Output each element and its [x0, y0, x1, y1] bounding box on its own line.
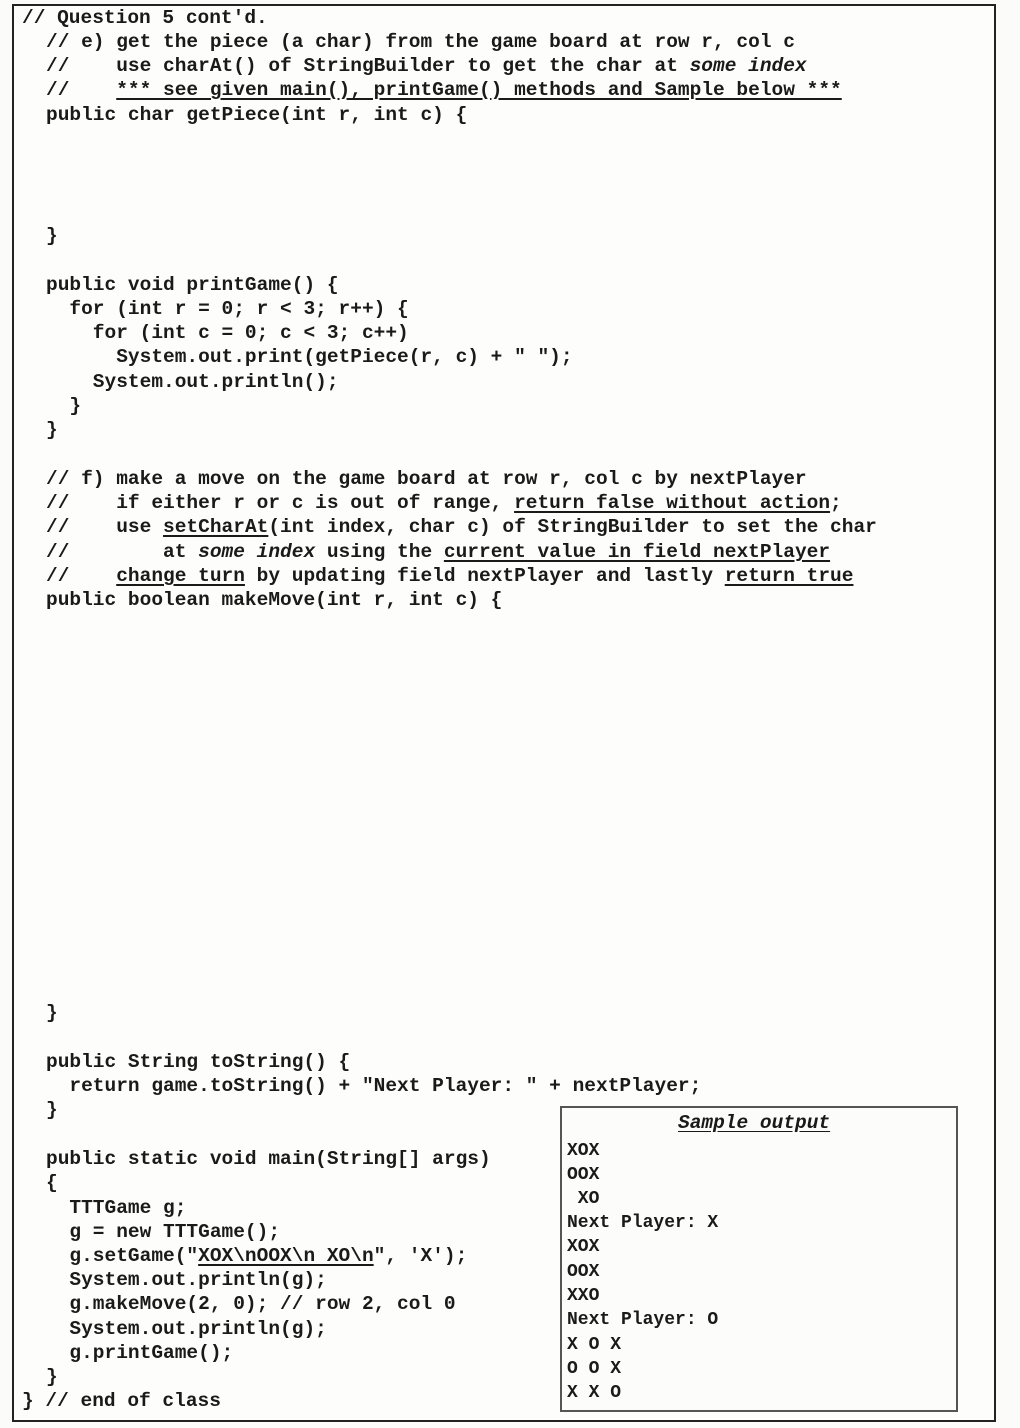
sample-output-line: X X O	[567, 1383, 622, 1403]
end-of-class: } // end of class	[22, 1390, 221, 1412]
main-line-1: public static void main(String[] args)	[46, 1148, 491, 1170]
main-line-3: TTTGame g;	[46, 1197, 187, 1219]
part-f-comment-2	[46, 491, 842, 515]
part-f-comment-3	[46, 515, 877, 539]
comment-text: // use charAt() of StringBuilder to get the char at	[46, 55, 690, 77]
comment-text: ;	[830, 492, 842, 514]
comment-text: // use	[46, 516, 164, 538]
underlined-note: *** see given main(), printGame() methods and Sample below ***	[116, 79, 842, 101]
sample-output-line: X O X	[567, 1335, 622, 1355]
sample-output-line: O O X	[567, 1359, 622, 1379]
sample-output-line: Next Player: X	[567, 1213, 719, 1233]
main-line-9: g.printGame();	[46, 1342, 234, 1364]
part-f-comment-5	[46, 564, 853, 588]
printgame-line-3: for (int c = 0; c < 3; c++)	[46, 322, 409, 344]
underlined-text: return true	[724, 565, 854, 587]
comment-text: // if either r or c is out of range,	[46, 492, 515, 514]
sample-output-line: OOX	[567, 1262, 600, 1282]
comment-text: //	[46, 565, 117, 587]
underlined-text: setCharAt	[163, 516, 269, 538]
tostring-line-2: return game.toString() + "Next Player: " + nextPlayer;	[46, 1075, 702, 1097]
code-text: g.setGame("	[46, 1245, 199, 1267]
comment-text: by updating field nextPlayer and lastly	[244, 565, 725, 587]
main-line-4: g = new TTTGame();	[46, 1221, 281, 1243]
part-e-comment-1: // e) get the piece (a char) from the game board at row r, col c	[46, 31, 795, 53]
main-line-10: }	[46, 1366, 58, 1388]
question-header: // Question 5 cont'd.	[22, 7, 268, 29]
italic-text: some index	[198, 541, 316, 563]
code-text: ", 'X');	[373, 1245, 468, 1267]
underlined-text: XOX\nOOX\n XO\n	[198, 1245, 374, 1267]
getpiece-signature: public char getPiece(int r, int c) {	[46, 104, 468, 126]
main-line-8: System.out.println(g);	[46, 1318, 327, 1340]
getpiece-close-brace: }	[46, 225, 58, 247]
part-e-comment-2	[46, 54, 807, 78]
comment-text: using the	[315, 541, 444, 563]
underlined-text: change turn	[116, 565, 245, 587]
makemove-signature: public boolean makeMove(int r, int c) {	[46, 589, 503, 611]
part-e-comment-3	[46, 78, 842, 102]
sample-output-line: XOX	[567, 1141, 600, 1161]
tostring-line-3: }	[46, 1099, 58, 1121]
printgame-line-2: for (int r = 0; r < 3; r++) {	[46, 298, 409, 320]
sample-output-line: Next Player: O	[567, 1310, 719, 1330]
printgame-line-7: }	[46, 419, 58, 441]
comment-text: (int index, char c) of StringBuilder to set the char	[268, 516, 877, 538]
part-f-comment-4	[46, 540, 830, 564]
italic-text: some index	[689, 55, 807, 77]
printgame-line-5: System.out.println();	[46, 371, 339, 393]
sample-output-line: XXO	[567, 1286, 600, 1306]
sample-output-title: Sample output	[678, 1112, 831, 1134]
main-line-6: System.out.println(g);	[46, 1269, 327, 1291]
sample-output-line: XOX	[567, 1237, 600, 1257]
printgame-line-1: public void printGame() {	[46, 274, 339, 296]
printgame-line-6: }	[46, 395, 82, 417]
part-f-comment-1: // f) make a move on the game board at row r, col c by nextPlayer	[46, 468, 807, 490]
printgame-line-4: System.out.print(getPiece(r, c) + " ");	[46, 346, 573, 368]
underlined-text: return false without action	[514, 492, 831, 514]
tostring-line-1: public String toString() {	[46, 1051, 351, 1073]
sample-output-line: XO	[567, 1189, 600, 1209]
underlined-text: current value in field nextPlayer	[443, 541, 831, 563]
comment-text: // at	[46, 541, 199, 563]
makemove-close-brace: }	[46, 1002, 58, 1024]
main-line-2: {	[46, 1172, 58, 1194]
comment-text: //	[46, 79, 117, 101]
main-line-5	[46, 1244, 467, 1268]
main-line-7: g.makeMove(2, 0); // row 2, col 0	[46, 1293, 456, 1315]
sample-output-line: OOX	[567, 1165, 600, 1185]
